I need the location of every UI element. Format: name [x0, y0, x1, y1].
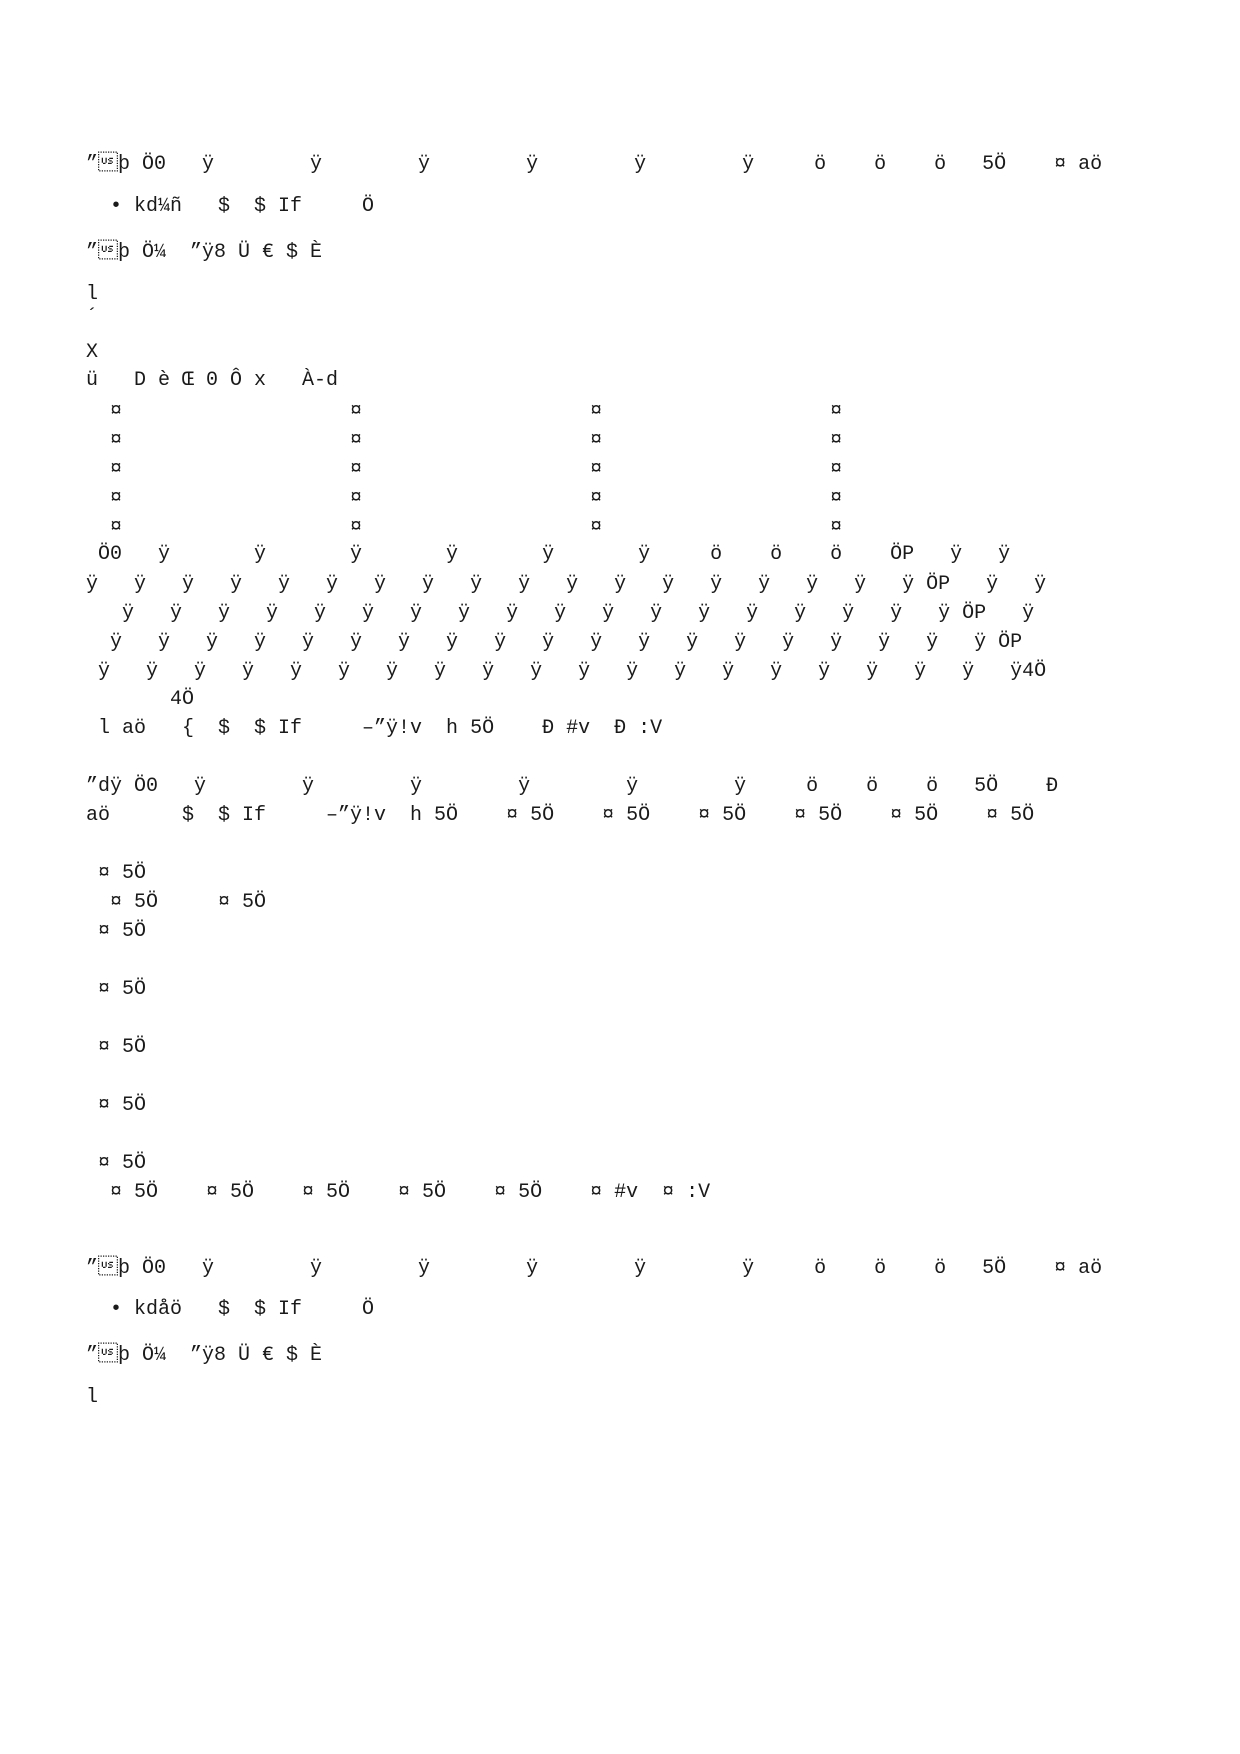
text-line-22: ¤ 5Ö — [86, 862, 147, 885]
text-line-26: ¤ 5Ö — [86, 1036, 147, 1059]
text-line-16: ÿ ÿ ÿ ÿ ÿ ÿ ÿ ÿ ÿ ÿ ÿ ÿ ÿ ÿ ÿ ÿ ÿ ÿ ÿ ÖP — [86, 631, 1023, 654]
text-line-24: ¤ 5Ö — [86, 920, 147, 943]
text-line-31: • kdåö $ $ If Ö — [86, 1298, 375, 1321]
text-line-6: X — [86, 341, 99, 364]
text-line-20: ”dÿ Ö0 ÿ ÿ ÿ ÿ ÿ ÿ ö ö ö 5Ö Ð — [86, 775, 1059, 798]
text-line-17: ÿ ÿ ÿ ÿ ÿ ÿ ÿ ÿ ÿ ÿ ÿ ÿ ÿ ÿ ÿ ÿ ÿ ÿ ÿ ÿ4Ö — [86, 660, 1047, 683]
text-line-32: ” þ Ö¼ ”ÿ8 Ü € $ È — [86, 1344, 323, 1367]
text-line-10: ¤ ¤ ¤ ¤ — [86, 458, 843, 481]
text-line-12: ¤ ¤ ¤ ¤ — [86, 516, 843, 539]
text-line-18: 4Ö — [86, 688, 195, 711]
text-line-33: l — [86, 1386, 99, 1409]
text-line-3: ” þ Ö¼ ”ÿ8 Ü € $ È — [86, 241, 323, 264]
text-line-19: l aö { $ $ If –”ÿ!v h 5Ö Ð #v Ð :V — [86, 717, 663, 740]
text-line-28: ¤ 5Ö — [86, 1152, 147, 1175]
text-line-23: ¤ 5Ö ¤ 5Ö — [86, 891, 267, 914]
text-line-13: Ö0 ÿ ÿ ÿ ÿ ÿ ÿ ö ö ö ÖP ÿ ÿ — [86, 543, 1011, 566]
text-line-1: ” þ Ö0 ÿ ÿ ÿ ÿ ÿ ÿ ö ö ö 5Ö ¤ aö — [86, 153, 1103, 176]
text-line-15: ÿ ÿ ÿ ÿ ÿ ÿ ÿ ÿ ÿ ÿ ÿ ÿ ÿ ÿ ÿ ÿ ÿ ÿ ÖP ÿ — [86, 602, 1035, 625]
text-line-9: ¤ ¤ ¤ ¤ — [86, 429, 843, 452]
text-line-8: ¤ ¤ ¤ ¤ — [86, 400, 843, 423]
text-line-27: ¤ 5Ö — [86, 1094, 147, 1117]
text-line-21: aö $ $ If –”ÿ!v h 5Ö ¤ 5Ö ¤ 5Ö ¤ 5Ö ¤ 5Ö ¤ 5Ö ¤ 5Ö — [86, 804, 1035, 827]
text-line-2: • kd¼ñ $ $ If Ö — [86, 195, 375, 218]
text-line-11: ¤ ¤ ¤ ¤ — [86, 487, 843, 510]
text-line-30: ” þ Ö0 ÿ ÿ ÿ ÿ ÿ ÿ ö ö ö 5Ö ¤ aö — [86, 1257, 1103, 1280]
text-line-5: ´ — [86, 306, 99, 329]
text-line-29: ¤ 5Ö ¤ 5Ö ¤ 5Ö ¤ 5Ö ¤ 5Ö ¤ #v ¤ :V — [86, 1181, 711, 1204]
text-line-4: l — [86, 283, 99, 306]
text-line-7: ü D è Œ 0 Ô x À-d — [86, 369, 339, 392]
text-line-25: ¤ 5Ö — [86, 978, 147, 1001]
text-line-14: ÿ ÿ ÿ ÿ ÿ ÿ ÿ ÿ ÿ ÿ ÿ ÿ ÿ ÿ ÿ ÿ ÿ ÿ ÖP ÿ ÿ — [86, 573, 1047, 596]
